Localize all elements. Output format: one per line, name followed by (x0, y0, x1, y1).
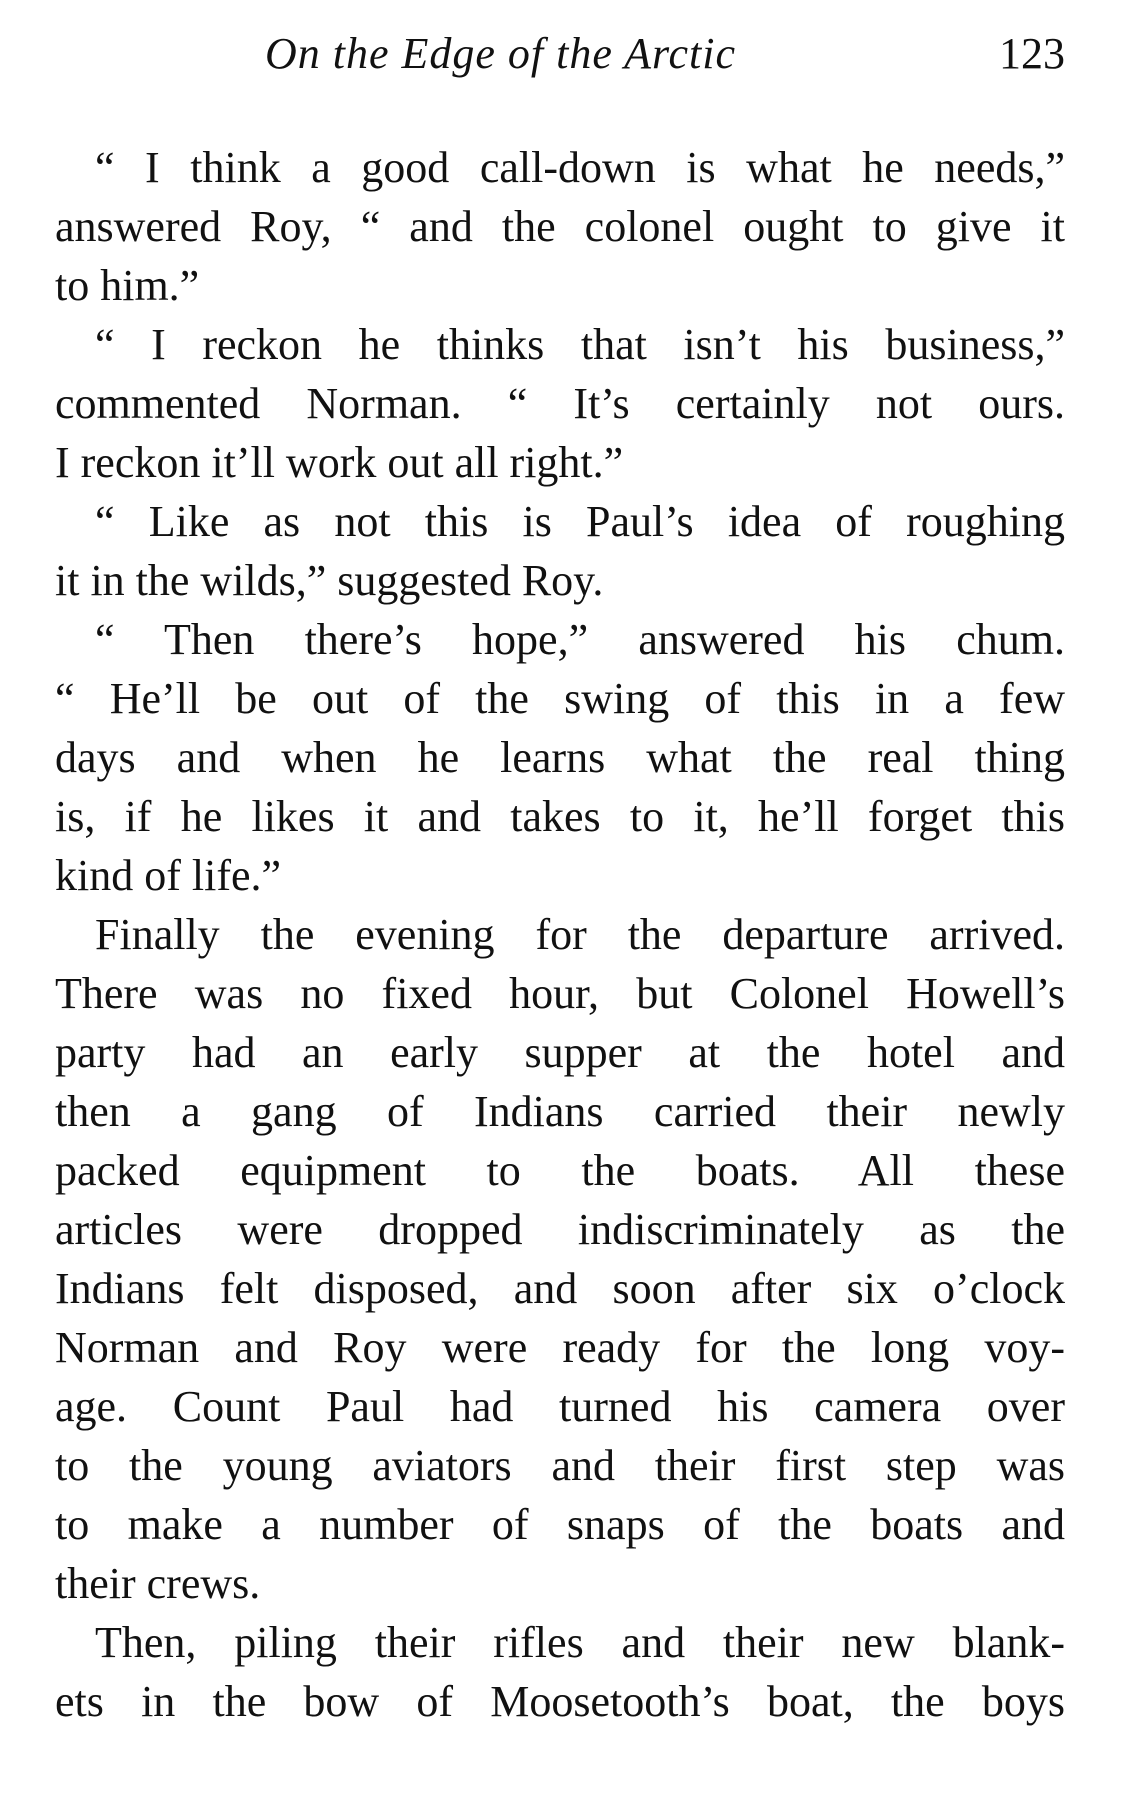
text-line: answered Roy, “ and the colonel ought to give it (55, 202, 1065, 251)
text-line: Then, piling their rifles and their new blank- (95, 1618, 1065, 1667)
text-line: Norman and Roy were ready for the long voy- (55, 1323, 1065, 1372)
text-line: I reckon it’ll work out all right.” (55, 438, 624, 487)
text-line: “ Like as not this is Paul’s idea of roughing (95, 497, 1065, 546)
running-head (55, 28, 1065, 88)
text-line: to him.” (55, 261, 200, 310)
text-line: There was no fixed hour, but Colonel Howell’s (55, 969, 1065, 1018)
text-line: ets in the bow of Moosetooth’s boat, the boys (55, 1677, 1065, 1726)
text-line: articles were dropped indiscriminately as the (55, 1205, 1065, 1254)
text-line: it in the wilds,” suggested Roy. (55, 556, 604, 605)
text-line: packed equipment to the boats. All these (55, 1146, 1065, 1195)
text-line: days and when he learns what the real thing (55, 733, 1065, 782)
text-line: commented Norman. “ It’s certainly not ours. (55, 379, 1065, 428)
text-line: “ Then there’s hope,” answered his chum. (95, 615, 1065, 664)
text-line: their crews. (55, 1559, 261, 1608)
text-line: is, if he likes it and takes to it, he’ll forget this (55, 792, 1065, 841)
text-line: age. Count Paul had turned his camera over (55, 1382, 1065, 1431)
text-line: to the young aviators and their first step was (55, 1441, 1065, 1490)
page-number: 123 (999, 29, 1065, 78)
text-line: “ I think a good call-down is what he needs,” (95, 143, 1065, 192)
text-line: Finally the evening for the departure arrived. (95, 910, 1065, 959)
text-line: “ He’ll be out of the swing of this in a few (55, 674, 1065, 723)
text-line: kind of life.” (55, 851, 282, 900)
text-line: then a gang of Indians carried their newly (55, 1087, 1065, 1136)
running-title: On the Edge of the Arctic (265, 29, 736, 78)
text-line: Indians felt disposed, and soon after six o’clock (55, 1264, 1065, 1313)
text-line: party had an early supper at the hotel and (55, 1028, 1065, 1077)
body-text (55, 138, 1065, 1731)
text-line: to make a number of snaps of the boats and (55, 1500, 1065, 1549)
text-line: “ I reckon he thinks that isn’t his business,” (95, 320, 1065, 369)
